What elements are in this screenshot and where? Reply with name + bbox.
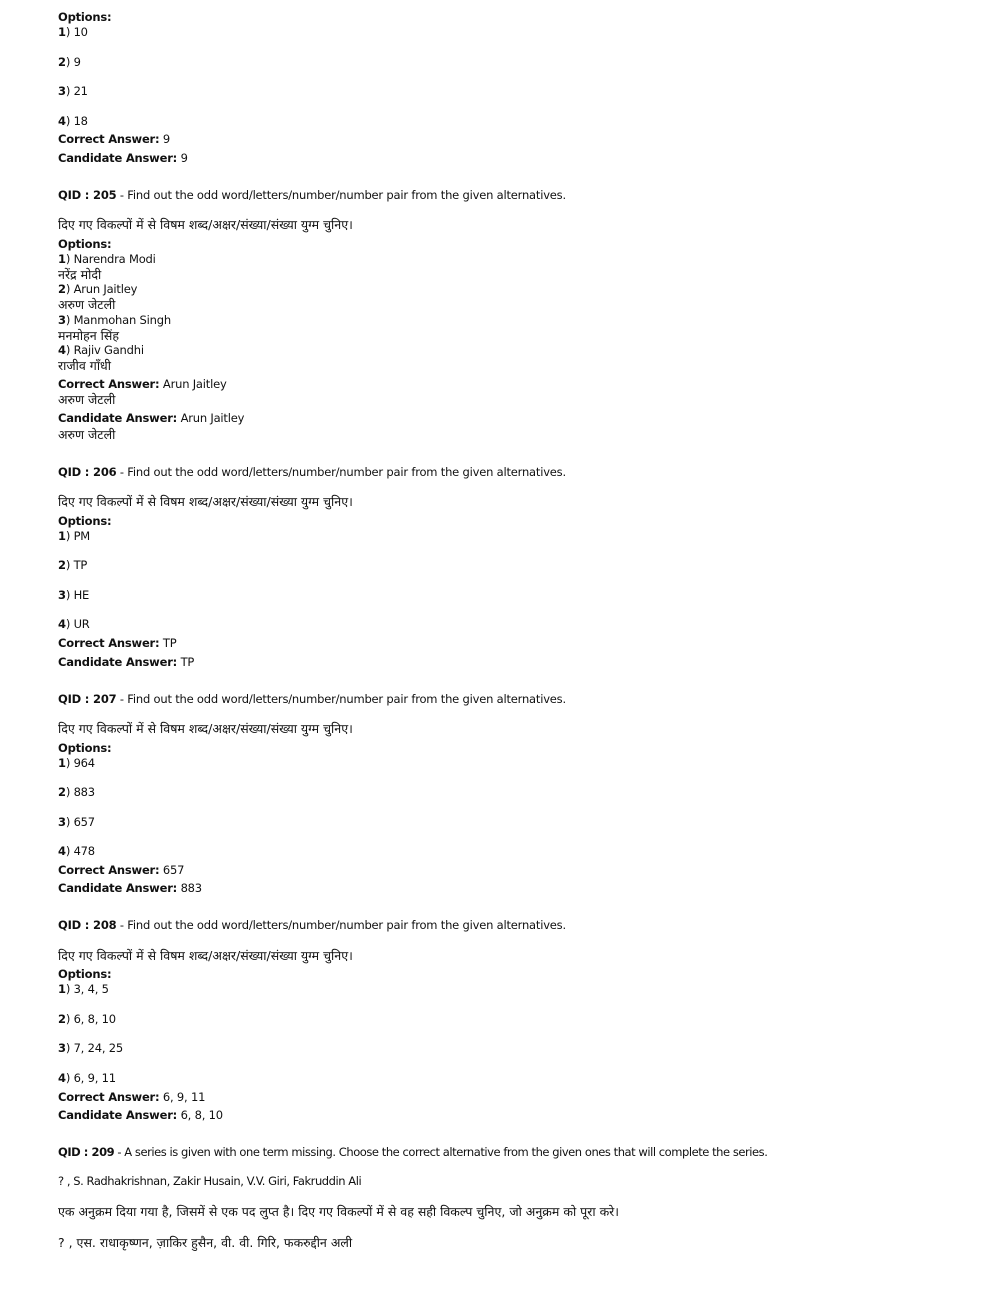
- series-text-hi: ? , एस. राधाकृष्णन, ज़ाकिर हुसैन, वी. वी. गिरि, फकरुद्दीन अली: [58, 1235, 353, 1250]
- question-text-en: Find out the odd word/letters/number/number pair from the given alternatives.: [127, 465, 566, 479]
- option-4: 4) 6, 9, 11: [58, 1071, 116, 1085]
- option-3: 3) 657: [58, 815, 95, 829]
- candidate-answer: Candidate Answer: 9: [58, 151, 188, 165]
- option-1: 1) 3, 4, 5: [58, 982, 109, 996]
- question-header: QID : 206 - Find out the odd word/letters/number/number pair from the given alternatives.: [58, 465, 566, 479]
- correct-answer-hi: अरुण जेटली: [58, 392, 116, 407]
- question-text-en: Find out the odd word/letters/number/number pair from the given alternatives.: [127, 918, 566, 932]
- option-1: 1) PM: [58, 529, 91, 543]
- qid: 209: [91, 1145, 115, 1159]
- option-4: 4) 18: [58, 114, 88, 128]
- correct-answer: Correct Answer: 6, 9, 11: [58, 1090, 206, 1104]
- option-1: 1) 964: [58, 756, 95, 770]
- question-text-en: A series is given with one term missing. Choose the correct alternative from the given ones that will complete the series.: [124, 1145, 768, 1159]
- candidate-answer: Candidate Answer: TP: [58, 655, 195, 669]
- qid: 206: [93, 465, 117, 479]
- question-text-hi: दिए गए विकल्पों में से विषम शब्द/अक्षर/संख्या/संख्या युग्म चुनिए।: [58, 494, 353, 509]
- question-text-hi: एक अनुक्रम दिया गया है, जिसमें से एक पद लुप्त है। दिए गए विकल्पों में से वह सही विकल्प चुनिए, जो अनुक्रम को पूरा करे।: [58, 1204, 620, 1219]
- option-3: 3) Manmohan Singh: [58, 313, 171, 327]
- qid: 205: [93, 188, 117, 202]
- question-text-hi: दिए गए विकल्पों में से विषम शब्द/अक्षर/संख्या/संख्या युग्म चुनिए।: [58, 721, 353, 736]
- options-label: Options:: [58, 514, 112, 528]
- question-header: QID : 208 - Find out the odd word/letters/number/number pair from the given alternatives.: [58, 918, 566, 932]
- option-3: 3) 21: [58, 84, 88, 98]
- correct-answer: Correct Answer: 657: [58, 863, 185, 877]
- option-2-hi: अरुण जेटली: [58, 297, 116, 312]
- option-4: 4) 478: [58, 844, 95, 858]
- question-text-hi: दिए गए विकल्पों में से विषम शब्द/अक्षर/संख्या/संख्या युग्म चुनिए।: [58, 948, 353, 963]
- question-text-en: Find out the odd word/letters/number/number pair from the given alternatives.: [127, 188, 566, 202]
- option-4-hi: राजीव गाँधी: [58, 358, 111, 373]
- options-label: Options:: [58, 237, 112, 251]
- question-header: QID : 207 - Find out the odd word/letters/number/number pair from the given alternatives.: [58, 692, 566, 706]
- options-label: Options:: [58, 967, 112, 981]
- options-label: Options:: [58, 741, 112, 755]
- candidate-answer: Candidate Answer: 6, 8, 10: [58, 1108, 223, 1122]
- qid: 208: [93, 918, 117, 932]
- option-4: 4) UR: [58, 617, 90, 631]
- series-text-en: ? , S. Radhakrishnan, Zakir Husain, V.V. Giri, Fakruddin Ali: [58, 1174, 362, 1188]
- option-2: 2) TP: [58, 558, 88, 572]
- qid: 207: [93, 692, 117, 706]
- option-2: 2) 6, 8, 10: [58, 1012, 116, 1026]
- option-2: 2) Arun Jaitley: [58, 282, 138, 296]
- option-1: 1) 10: [58, 25, 88, 39]
- candidate-answer: Candidate Answer: 883: [58, 881, 202, 895]
- correct-answer: Correct Answer: Arun Jaitley: [58, 377, 227, 391]
- option-1-hi: नरेंद्र मोदी: [58, 267, 102, 282]
- options-label: Options:: [58, 10, 112, 24]
- question-header: QID : 205 - Find out the odd word/letters/number/number pair from the given alternatives.: [58, 188, 566, 202]
- question-text-en: Find out the odd word/letters/number/number pair from the given alternatives.: [127, 692, 566, 706]
- option-2: 2) 9: [58, 55, 81, 69]
- option-1: 1) Narendra Modi: [58, 252, 156, 266]
- option-3: 3) HE: [58, 588, 90, 602]
- question-header: QID : 209 - A series is given with one term missing. Choose the correct alternative from the given ones that will complete the series.: [58, 1145, 768, 1159]
- candidate-answer-hi: अरुण जेटली: [58, 427, 116, 442]
- correct-answer: Correct Answer: 9: [58, 132, 171, 146]
- option-3: 3) 7, 24, 25: [58, 1041, 123, 1055]
- candidate-answer: Candidate Answer: Arun Jaitley: [58, 411, 245, 425]
- correct-answer: Correct Answer: TP: [58, 636, 177, 650]
- question-text-hi: दिए गए विकल्पों में से विषम शब्द/अक्षर/संख्या/संख्या युग्म चुनिए।: [58, 217, 353, 232]
- option-3-hi: मनमोहन सिंह: [58, 328, 119, 343]
- option-2: 2) 883: [58, 785, 95, 799]
- option-4: 4) Rajiv Gandhi: [58, 343, 144, 357]
